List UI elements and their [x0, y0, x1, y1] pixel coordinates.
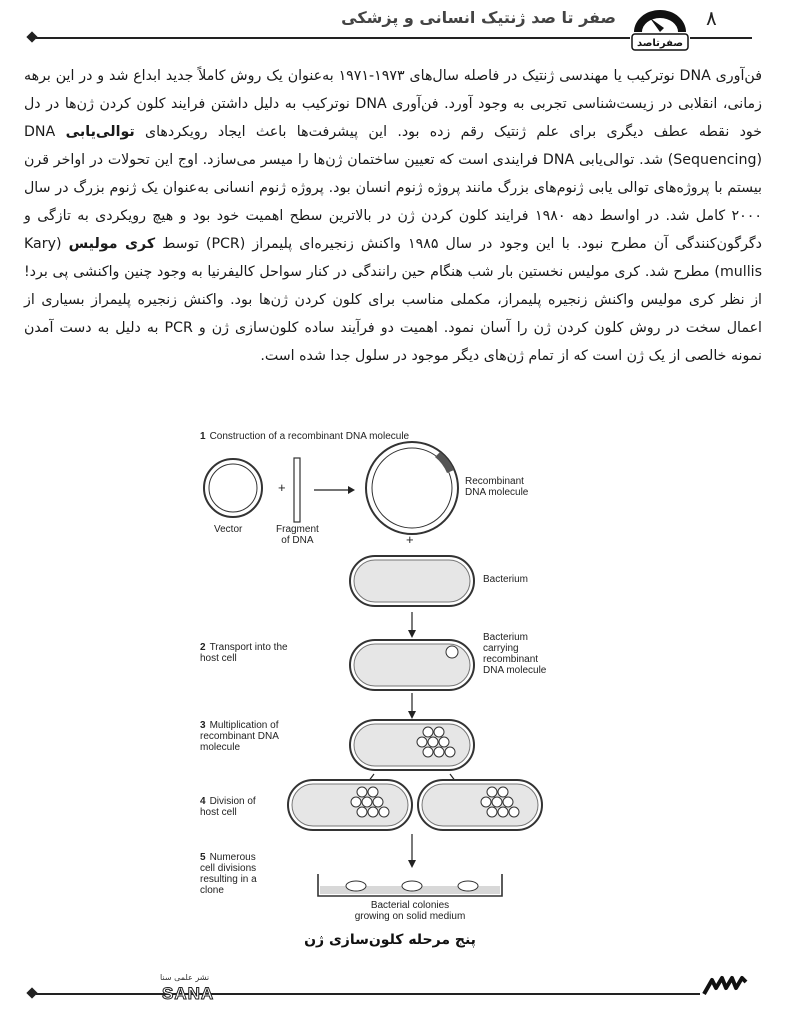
colony-2 — [402, 881, 422, 891]
svg-text:صفرتاصد: صفرتاصد — [636, 38, 684, 49]
daughter-cell-left-cytoplasm — [292, 784, 408, 826]
colony-1 — [346, 881, 366, 891]
step5-number: 5 — [200, 852, 206, 863]
arrow-step5-head — [408, 860, 416, 868]
body-text-part-1: فن‌آوری DNA نوترکیب یا مهندسی ژنتیک در فاصله سال‌های ۱۹۷۳-۱۹۷۱ به‌عنوان یک روش کاملاً جدید ابداع شد و در این برهه زمانی، انقلابی در زیست‌شناسی تجربی به وجود آورد. فن‌آوری DNA نوترکیب به دلیل داشتن فرایند کلون کردن ژن‌ها در دل خود نقطه عطف دیگری برای علم ژنتیک رقم زده بود. این پیشرفت‌ها باعث ایجاد رویکردهای — [24, 68, 762, 140]
step3-text: Multiplication of recombinant DNA molecule — [200, 720, 279, 753]
footer-publisher-mark-icon — [702, 974, 748, 998]
bacterium-cytoplasm — [354, 560, 470, 602]
page-number: ۸ — [706, 6, 717, 30]
fragment-label: Fragment of DNA — [276, 524, 319, 546]
recombinant-label: Recombinant DNA molecule — [465, 476, 529, 498]
colonies-label: Bacterial colonies growing on solid medium — [354, 900, 466, 922]
gene-cloning-figure — [190, 428, 610, 928]
arrow-step2-head — [408, 630, 416, 638]
body-text-part-2: DNA (Sequencing) شد. توالی‌یابی DNA فرایندی است که تعیین ساختمان ژن‌ها را میسر می‌سازد. اوج این تحولات در اواخر قرن بیستم با پروژه‌های توالی یابی ژنوم‌های بزرگ مانند پروژه ژنوم انسان بود. پروژه ژنوم انسانی به‌عنوان یک ژنوم بزرگ در سال ۲۰۰۰ کامل شد. در اواسط دهه ۱۹۸۰ فرایند کلون کردن ژن در بالاترین سطح اهمیت خود بود و هیچ رویکردی به تازگی و دگرگون‌کنندگی آن مطرح نبود. با این وجود در سال ۱۹۸۵ واکنش زنجیره‌ای پلیمراز (PCR) توسط — [24, 124, 762, 252]
bacterium-carrying-label: Bacterium carrying recombinant DNA molecule — [483, 632, 547, 676]
daughter-cell-right-cytoplasm — [422, 784, 538, 826]
step5-label — [200, 852, 257, 896]
header-rule — [36, 37, 630, 39]
arrow-step3-head — [408, 711, 416, 719]
step1-label — [200, 431, 409, 442]
header-book-title: صفر تا صد ژنتیک انسانی و پزشکی — [341, 8, 616, 27]
step4-label — [200, 796, 256, 818]
recombinant-plasmid-in-cell — [446, 646, 458, 658]
bacterium-label: Bacterium — [483, 574, 529, 585]
footer-rule — [36, 993, 700, 995]
step2-label — [200, 642, 288, 664]
vector-label: Vector — [214, 524, 243, 535]
step1-text: Construction of a recombinant DNA molecule — [209, 431, 410, 442]
vector-plasmid-outer — [204, 459, 262, 517]
footer-brand: SANA — [162, 984, 215, 1003]
body-text-part-3: (Kary mullis) مطرح شد. کری مولیس نخستین بار شب هنگام حین رانندگی در کنار سواحل کالیفرنیا به وجود چنین واکنشی پی برد! از نظر کری مولیس واکنش زنجیره پلیمراز، مکملی مناسب برای کلون کردن ژن‌ها بود. واکنش زنجیره پلیمراز بسیاری از اعمال سخت در روش کلون کردن ژن را آسان نمود. اهمیت دو فرآیند ساده کلون‌سازی ژن و PCR به دلیل به دست آمدن نمونه خالصی از یک ژن است که از تمام ژن‌های دیگر موجود در سلول جدا شده است. — [24, 236, 762, 364]
plus-sign-1: + — [278, 480, 286, 495]
step3-label — [200, 720, 279, 753]
body-term-sequencing: توالی‌یابی — [65, 124, 135, 140]
step4-number: 4 — [200, 796, 206, 807]
footer-publisher: نشر علمی سنا — [160, 973, 210, 982]
step3-number: 3 — [200, 720, 206, 731]
body-paragraph — [24, 62, 762, 370]
plus-sign-2: + — [406, 532, 414, 547]
header-rule-right — [690, 37, 752, 39]
step1-number: 1 — [200, 431, 206, 442]
arrow-head — [348, 486, 355, 494]
figure-caption: پنج مرحله کلون‌سازی ژن — [304, 932, 476, 948]
step5-text: Numerous cell divisions resulting in a clone — [200, 852, 257, 896]
step4-text: Division of host cell — [200, 796, 256, 818]
bacterium-multiplication-cytoplasm — [354, 724, 470, 766]
colony-3 — [458, 881, 478, 891]
book-logo-icon — [628, 4, 692, 54]
vector-plasmid-inner — [209, 464, 257, 512]
body-term-kary-mullis: کری مولیس — [68, 236, 156, 252]
dna-fragment — [294, 458, 300, 522]
step2-text: Transport into the host cell — [200, 642, 288, 664]
step2-number: 2 — [200, 642, 206, 653]
